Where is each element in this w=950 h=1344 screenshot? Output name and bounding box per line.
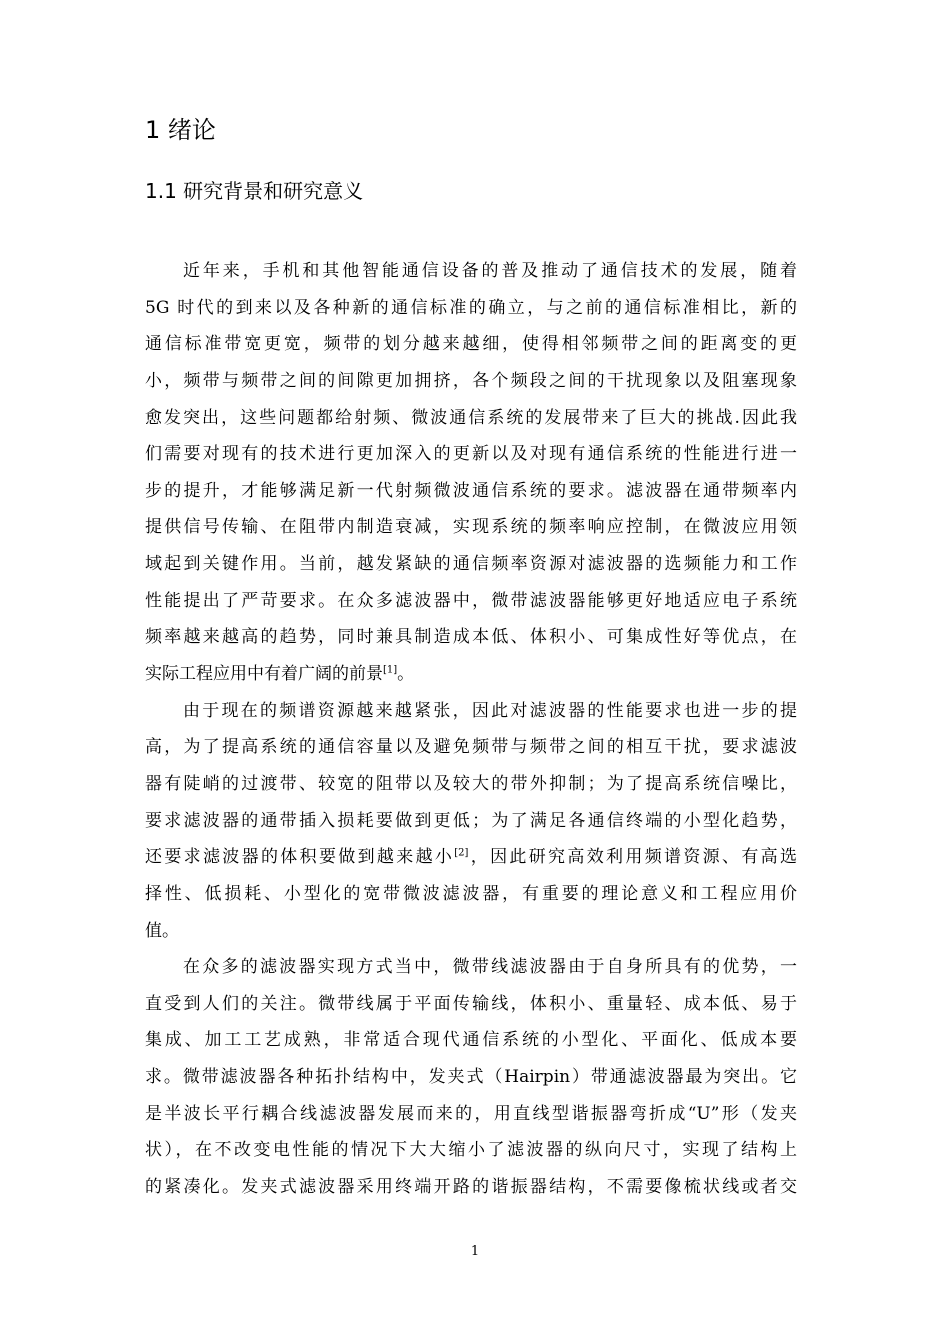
text-line: 是半波长平行耦合线滤波器发展而来的，用直线型谐振器弯折成“U”形（发夹 (145, 1103, 797, 1124)
text-line: 5G 时代的到来以及各种新的通信标准的确立，与之前的通信标准相比，新的 (145, 297, 797, 318)
text-line: 器有陡峭的过渡带、较宽的阻带以及较大的带外抑制；为了提高系统信噪比， (145, 773, 797, 794)
text-line: 近年来，手机和其他智能通信设备的普及推动了通信技术的发展，随着 (183, 261, 797, 281)
section-title: 1.1 研究背景和研究意义 (145, 179, 364, 203)
text-line (145, 839, 797, 876)
text-line: 在众多的滤波器实现方式当中，微带线滤波器由于自身所具有的优势，一 (183, 957, 797, 978)
text-line: 值。 (145, 920, 179, 941)
text-line: 们需要对现有的技术进行更加深入的更新以及对现有通信系统的性能进行进一 (145, 444, 797, 465)
text-line: 的紧凑化。发夹式滤波器采用终端开路的谐振器结构，不需要像梳状线或者交 (145, 1177, 797, 1198)
text-line: 状），在不改变电性能的情况下大大缩小了滤波器的纵向尺寸，实现了结构上 (145, 1140, 797, 1161)
text-line: 要求滤波器的通带插入损耗要做到更低；为了满足各通信终端的小型化趋势， (145, 810, 797, 831)
page-number: 1 (470, 1244, 480, 1259)
text-line: 择性、低损耗、小型化的宽带微波滤波器，有重要的理论意义和工程应用价 (145, 883, 797, 904)
text-line: 直受到人们的关注。微带线属于平面传输线，体积小、重量轻、成本低、易于 (145, 993, 797, 1014)
text-line: 愈发突出，这些问题都给射频、微波通信系统的发展带来了巨大的挑战.因此我 (145, 407, 797, 428)
chapter-title: 1 绪论 (145, 116, 216, 144)
text-line: 小，频带与频带之间的间隙更加拥挤，各个频段之间的干扰现象以及阻塞现象 (145, 370, 797, 391)
text-segment: 还要求滤波器的体积要做到越来越小 (145, 847, 455, 868)
text-line: 提供信号传输、在阻带内制造衰减，实现系统的频率响应控制，在微波应用领 (145, 517, 797, 538)
text-segment: 实际工程应用中有着广阔的前景 (145, 664, 383, 685)
text-line: 高，为了提高系统的通信容量以及避免频带与频带之间的相互干扰，要求滤波 (145, 737, 797, 758)
citation-ref: [1] (383, 664, 398, 676)
text-line: 求。微带滤波器各种拓扑结构中，发夹式（Hairpin）带通滤波器最为突出。它 (145, 1067, 797, 1088)
text-line (145, 656, 797, 693)
text-line: 集成、加工工艺成熟，非常适合现代通信系统的小型化、平面化、低成本要 (145, 1030, 797, 1051)
text-line: 通信标准带宽更宽，频带的划分越来越细，使得相邻频带之间的距离变的更 (145, 334, 797, 355)
text-line: 由于现在的频谱资源越来越紧张，因此对滤波器的性能要求也进一步的提 (183, 700, 797, 721)
text-segment: ，因此研究高效利用频谱资源、有高选 (468, 847, 797, 868)
body-text (145, 253, 797, 1206)
text-line: 步的提升，才能够满足新一代射频微波通信系统的要求。滤波器在通带频率内 (145, 480, 797, 501)
text-line: 域起到关键作用。当前，越发紧缺的通信频率资源对滤波器的选频能力和工作 (145, 554, 797, 575)
text-line: 频率越来越高的趋势，同时兼具制造成本低、体积小、可集成性好等优点，在 (145, 627, 797, 648)
text-line: 性能提出了严苛要求。在众多滤波器中，微带滤波器能够更好地适应电子系统 (145, 590, 797, 611)
text-segment: 。 (397, 664, 415, 685)
citation-ref: [2] (454, 847, 469, 859)
